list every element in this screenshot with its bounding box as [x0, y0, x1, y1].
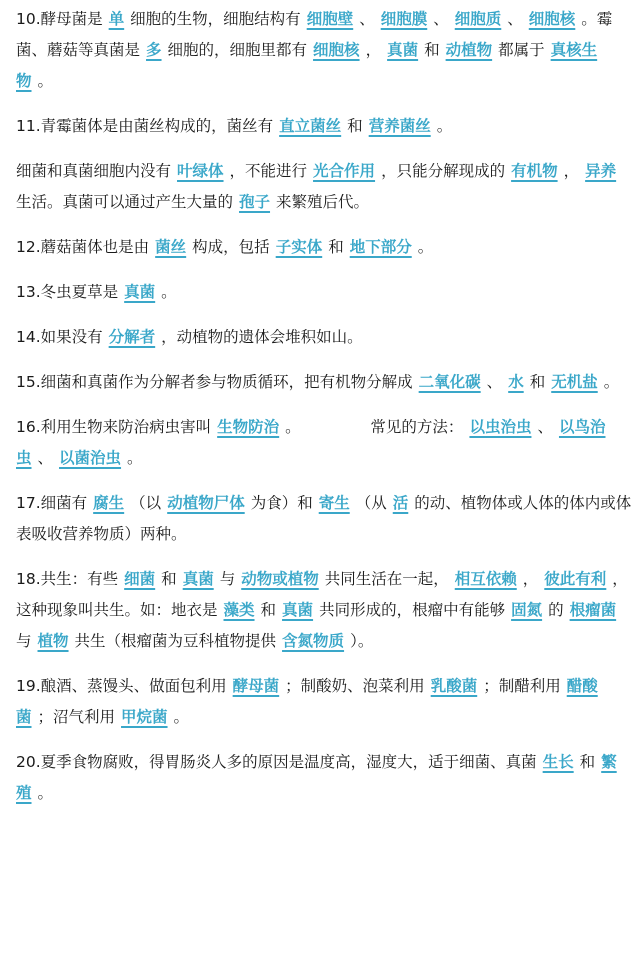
answer-blank: 有机物: [511, 162, 558, 180]
answer-blank: 以虫治虫: [469, 418, 532, 436]
answer-blank: 单: [108, 10, 125, 28]
answer-blank: 分解者: [108, 328, 156, 346]
answer-blank: 彼此有利: [544, 570, 607, 588]
question-text: 。霉菌、蘑菇等真菌是: [16, 10, 613, 59]
question-14: [16, 322, 634, 353]
question-text: 与: [219, 570, 236, 588]
question-text: 13.冬虫夏草是: [16, 283, 119, 301]
question-text: 14.如果没有: [16, 328, 103, 346]
answer-blank: 营养菌丝: [368, 117, 431, 135]
question-text: ，动植物的遗体会堆积如山。: [161, 328, 363, 346]
question-text: 细胞的生物，细胞结构有: [130, 10, 301, 28]
answer-blank: 细胞膜: [380, 10, 428, 28]
question-11: [16, 111, 634, 142]
question-18: [16, 564, 634, 657]
question-text: ；制酸奶、泡菜利用: [285, 677, 425, 695]
answer-blank: 生物防治: [217, 418, 280, 436]
question-text: 和: [347, 117, 363, 135]
question-text: 20.夏季食物腐败，得胃肠炎人多的原因是温度高，湿度大，适于细菌、真菌: [16, 753, 537, 771]
question-text: 的: [548, 601, 564, 619]
question-text: ，这种现象叫共生。如：地衣是: [16, 570, 628, 619]
question-text: ，不能进行: [229, 162, 308, 180]
question-12: [16, 232, 634, 263]
answer-blank: 无机盐: [551, 373, 598, 391]
question-16: [16, 412, 634, 474]
answer-blank: 动植物: [445, 41, 493, 59]
question-text: 18.共生：有些: [16, 570, 119, 588]
question-text: 构成，包括: [192, 238, 270, 256]
answer-blank: 动植物尸体: [167, 494, 245, 512]
question-text: 为食）和: [250, 494, 313, 512]
question-text: 、: [507, 10, 523, 28]
question-text: 共生（根瘤菌为豆科植物提供: [74, 632, 277, 650]
question-17: [16, 488, 634, 550]
answer-blank: 真菌: [182, 570, 214, 588]
question-text: ，: [365, 41, 382, 59]
question-13: [16, 277, 634, 308]
answer-blank: 藻类: [223, 601, 255, 619]
question-text: 和: [328, 238, 344, 256]
question-text: 。: [603, 373, 620, 391]
answer-blank: 以菌治虫: [59, 449, 122, 467]
answer-blank: 细菌: [124, 570, 156, 588]
question-text: 细菌和真菌细胞内没有: [16, 162, 172, 180]
answer-blank: 细胞质: [454, 10, 502, 28]
answer-blank: 细胞核: [313, 41, 360, 59]
question-text: 来繁殖后代。: [276, 193, 370, 211]
answer-blank: 二氧化碳: [418, 373, 481, 391]
question-text: ）。: [350, 632, 374, 650]
question-text: 。: [127, 449, 143, 467]
answer-blank: 含氮物质: [282, 632, 345, 650]
question-text: 。: [436, 117, 453, 135]
question-text: 都属于: [498, 41, 545, 59]
answer-blank: 乳酸菌: [430, 677, 478, 695]
question-text: ，: [563, 162, 580, 180]
question-text: （从: [355, 494, 387, 512]
question-text: 、: [486, 373, 503, 391]
question-11-continued: [16, 156, 634, 218]
question-text: 共同形成的，根瘤中有能够: [319, 601, 506, 619]
answer-blank: 孢子: [239, 193, 271, 211]
question-text: 11.青霉菌体是由菌丝构成的，菌丝有: [16, 117, 274, 135]
answer-blank: 异养: [585, 162, 617, 180]
question-text: 的动、植物体或人体的体内或体表吸收营养物质）两种。: [16, 494, 632, 543]
question-10: [16, 4, 634, 97]
question-text: 、: [37, 449, 54, 467]
question-20: [16, 747, 634, 809]
question-text: 。: [173, 708, 190, 726]
answer-blank: 植物: [37, 632, 69, 650]
answer-blank: 叶绿体: [177, 162, 224, 180]
answer-blank: 多: [146, 41, 162, 59]
question-text: 和: [529, 373, 546, 391]
answer-blank: 活: [392, 494, 409, 512]
question-text: ；制醋利用: [483, 677, 561, 695]
answer-blank: 腐生: [93, 494, 125, 512]
question-text: 。 常见的方法：: [285, 418, 464, 436]
answer-blank: 菌丝: [155, 238, 187, 256]
answer-blank: 地下部分: [349, 238, 412, 256]
question-text: 、: [359, 10, 375, 28]
question-text: 。: [161, 283, 177, 301]
question-text: （以: [130, 494, 162, 512]
answer-blank: 真菌: [124, 283, 156, 301]
answer-blank: 真核生物: [16, 41, 598, 90]
answer-blank: 直立菌丝: [279, 117, 342, 135]
question-text: 细胞的，细胞里都有: [167, 41, 308, 59]
answer-blank: 根瘤菌: [569, 601, 617, 619]
answer-blank: 细胞壁: [306, 10, 354, 28]
question-text: 。: [37, 784, 54, 802]
question-text: ，: [522, 570, 539, 588]
question-text: 15.细菌和真菌作为分解者参与物质循环，把有机物分解成: [16, 373, 413, 391]
question-text: 12.蘑菇菌体也是由: [16, 238, 150, 256]
answer-blank: 寄生: [318, 494, 350, 512]
answer-blank: 真菌: [282, 601, 314, 619]
question-19: [16, 671, 634, 733]
answer-blank: 子实体: [275, 238, 323, 256]
answer-blank: 生长: [542, 753, 574, 771]
question-text: 。: [417, 238, 434, 256]
answer-blank: 固氮: [511, 601, 543, 619]
answer-blank: 醋酸菌: [16, 677, 598, 726]
answer-blank: 繁殖: [16, 753, 617, 802]
answer-blank: 以鸟治虫: [16, 418, 606, 467]
answer-blank: 动物或植物: [241, 570, 319, 588]
answer-blank: 细胞核: [528, 10, 576, 28]
question-text: 16.利用生物来防治病虫害叫: [16, 418, 212, 436]
answer-blank: 光合作用: [313, 162, 376, 180]
question-text: ；沼气利用: [37, 708, 116, 726]
question-text: 19.酿酒、蒸馒头、做面包利用: [16, 677, 227, 695]
question-text: 。: [37, 72, 54, 90]
question-text: 和: [260, 601, 277, 619]
question-text: 10.酵母菌是: [16, 10, 103, 28]
question-text: 生活。真菌可以通过产生大量的: [16, 193, 234, 211]
question-text: 17.细菌有: [16, 494, 88, 512]
question-15: [16, 367, 634, 398]
question-text: 和: [579, 753, 596, 771]
answer-blank: 酵母菌: [232, 677, 280, 695]
answer-blank: 水: [508, 373, 524, 391]
question-text: 与: [16, 632, 32, 650]
question-text: 共同生活在一起，: [324, 570, 449, 588]
answer-blank: 真菌: [387, 41, 419, 59]
question-text: 和: [161, 570, 177, 588]
question-text: 、: [537, 418, 553, 436]
answer-blank: 相互依赖: [454, 570, 517, 588]
question-text: ，只能分解现成的: [381, 162, 506, 180]
question-text: 、: [433, 10, 449, 28]
answer-blank: 甲烷菌: [121, 708, 168, 726]
question-text: 和: [424, 41, 440, 59]
